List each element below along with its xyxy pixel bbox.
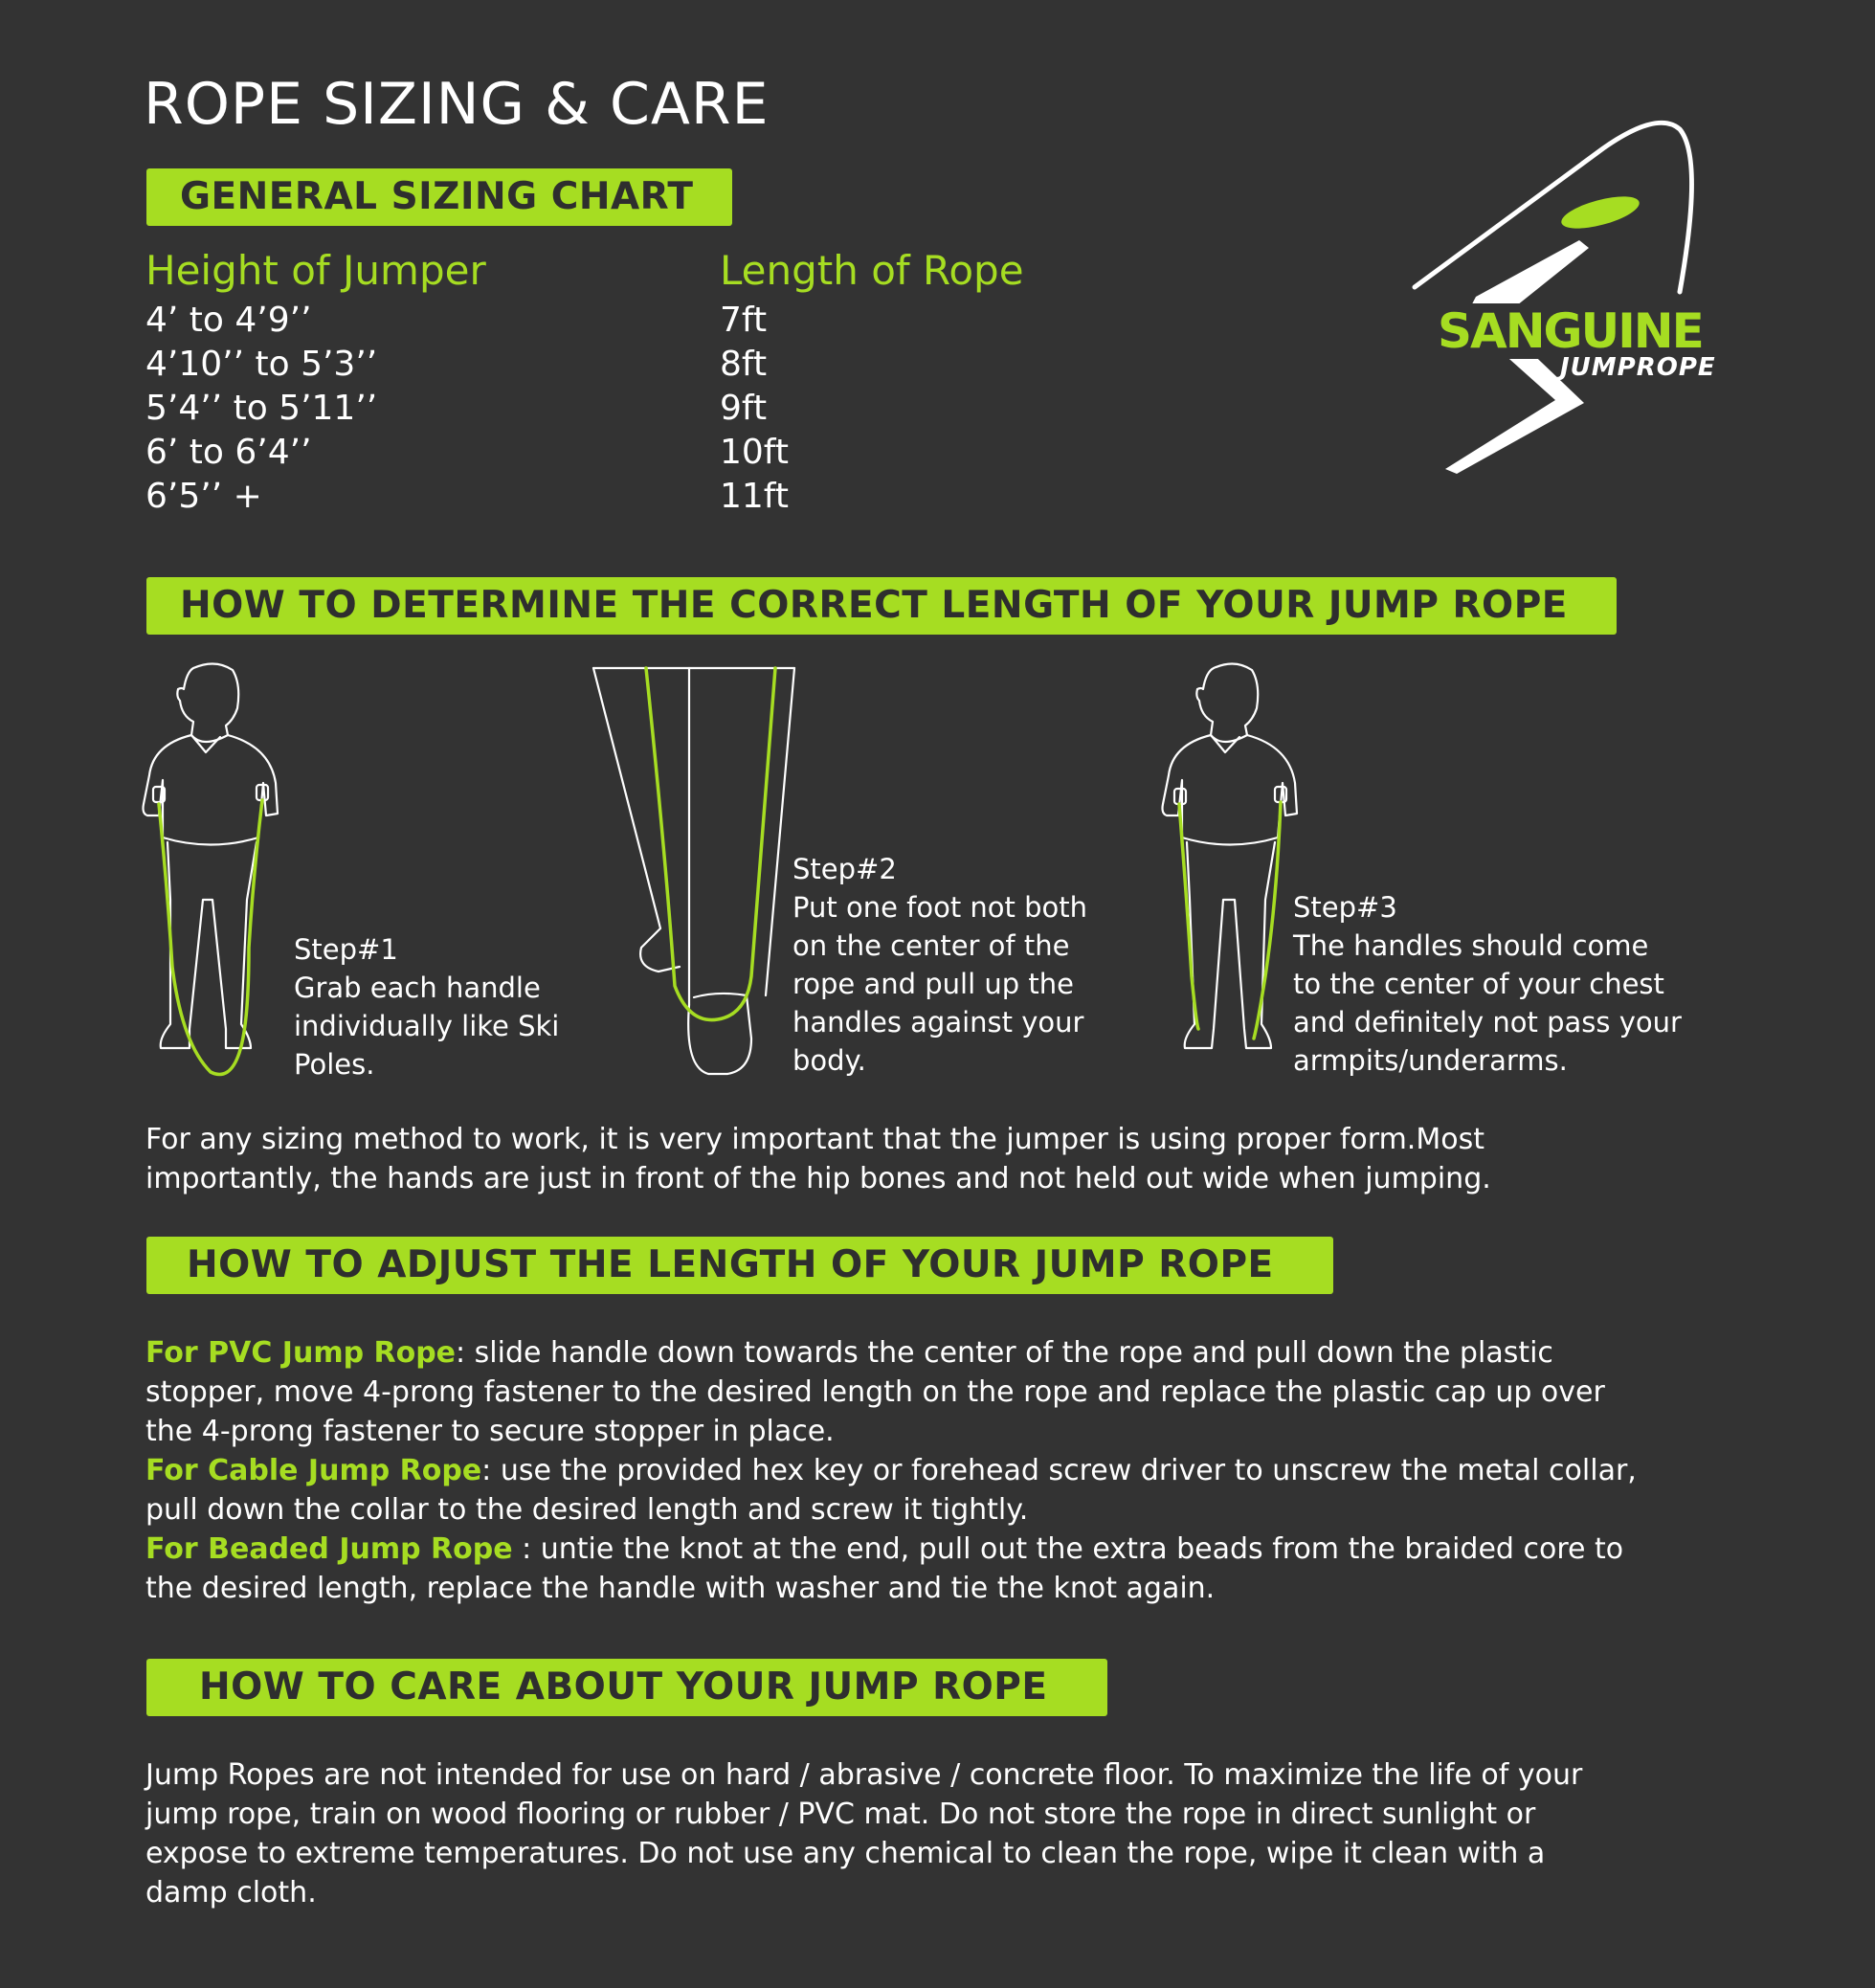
- form-note-line: importantly, the hands are just in front of the hip bones and not held out wide when jumping.: [145, 1162, 1491, 1195]
- sizing-row-length: 8ft: [720, 345, 768, 384]
- adjust-cable-first-line: [145, 1451, 1792, 1490]
- step2-label: Step#2: [792, 853, 897, 885]
- sizing-row-height: 5’4’’ to 5’11’’: [145, 389, 378, 428]
- step3-text: [1293, 888, 1682, 1080]
- logo-brand: SANGUINE: [1434, 303, 1707, 359]
- step2-text: [792, 850, 1087, 1080]
- adjust-cable-line: pull down the collar to the desired length and screw it tightly.: [145, 1493, 1029, 1527]
- step2-line: body.: [792, 1044, 866, 1077]
- step1-figure-icon: [134, 660, 292, 1091]
- step3-line: to the center of your chest: [1293, 968, 1664, 1000]
- sizing-banner: GENERAL SIZING CHART: [146, 168, 732, 226]
- adjust-pvc-label: For PVC Jump Rope: [145, 1336, 457, 1370]
- step1-line: Poles.: [294, 1048, 375, 1081]
- step3-line: and definitely not pass your: [1293, 1006, 1682, 1039]
- care-line: expose to extreme temperatures. Do not use any chemical to clean the rope, wipe it clean with a: [145, 1837, 1546, 1870]
- col-header-height: Height of Jumper: [145, 247, 486, 294]
- step3-line: armpits/underarms.: [1293, 1044, 1568, 1077]
- care-line: damp cloth.: [145, 1876, 317, 1910]
- step2-line: on the center of the: [792, 929, 1070, 962]
- sizing-row-height: 6’ to 6’4’’: [145, 433, 312, 472]
- adjust-beaded-label: For Beaded Jump Rope: [145, 1532, 513, 1566]
- adjust-beaded-line: the desired length, replace the handle with washer and tie the knot again.: [145, 1572, 1216, 1605]
- col-header-length: Length of Rope: [720, 247, 1024, 294]
- adjust-beaded-sep: :: [512, 1532, 532, 1566]
- form-note: [145, 1120, 1773, 1198]
- step1-line: Grab each handle: [294, 972, 541, 1004]
- sizing-row-length: 9ft: [720, 389, 768, 428]
- adjust-pvc-line: stopper, move 4-prong fastener to the desired length on the rope and replace the plastic cap up over: [145, 1375, 1605, 1409]
- sizing-row-length: 11ft: [720, 477, 789, 516]
- sizing-row-height: 6’5’’ +: [145, 477, 262, 516]
- sizing-row-height: 4’ to 4’9’’: [145, 301, 312, 340]
- logo-swoosh-icon: [1407, 91, 1771, 493]
- brand-logo: [1407, 91, 1771, 493]
- care-text: [145, 1755, 1792, 1912]
- step1-text: [294, 930, 559, 1083]
- care-line: jump rope, train on wood flooring or rubber / PVC mat. Do not store the rope in direct sunlight or: [145, 1798, 1536, 1831]
- logo-sub: JUMPROPE: [1560, 353, 1716, 382]
- step3-line: The handles should come: [1293, 929, 1649, 962]
- adjust-pvc-text: slide handle down towards the center of the rope and pull down the plastic: [465, 1336, 1553, 1370]
- adjust-pvc-first-line: [145, 1333, 1792, 1373]
- adjust-cable-label: For Cable Jump Rope: [145, 1454, 482, 1487]
- care-banner: HOW TO CARE ABOUT YOUR JUMP ROPE: [146, 1659, 1107, 1716]
- step2-line: rope and pull up the: [792, 968, 1074, 1000]
- adjust-beaded-first-line: [145, 1530, 1792, 1569]
- sizing-row-length: 7ft: [720, 301, 768, 340]
- adjust-beaded-text: untie the knot at the end, pull out the extra beads from the braided core to: [531, 1532, 1624, 1566]
- adjust-banner: HOW TO ADJUST THE LENGTH OF YOUR JUMP ROPE: [146, 1237, 1333, 1294]
- care-line: Jump Ropes are not intended for use on hard / abrasive / concrete floor. To maximize the life of your: [145, 1758, 1583, 1792]
- sizing-height-column: [145, 299, 377, 519]
- sizing-row-height: 4’10’’ to 5’3’’: [145, 345, 378, 384]
- sizing-row-length: 10ft: [720, 433, 789, 472]
- adjust-pvc-line: the 4-prong fastener to secure stopper in place.: [145, 1415, 835, 1448]
- adjust-pvc-sep: :: [456, 1336, 466, 1370]
- adjust-cable-sep: :: [481, 1454, 492, 1487]
- step2-figure-icon: [584, 660, 804, 1091]
- form-note-line: For any sizing method to work, it is very important that the jumper is using proper form.Most: [145, 1123, 1484, 1156]
- sizing-length-column: [720, 299, 789, 519]
- adjust-cable-text: use the provided hex key or forehead screw driver to unscrew the metal collar,: [491, 1454, 1637, 1487]
- page-title: ROPE SIZING & CARE: [144, 71, 770, 138]
- step2-line: Put one foot not both: [792, 891, 1088, 924]
- adjust-instructions: [145, 1333, 1792, 1608]
- determine-banner: HOW TO DETERMINE THE CORRECT LENGTH OF YOUR JUMP ROPE: [146, 577, 1617, 635]
- step3-figure-icon: [1158, 660, 1311, 1091]
- step3-label: Step#3: [1293, 891, 1397, 924]
- step1-line: individually like Ski: [294, 1010, 560, 1042]
- step2-line: handles against your: [792, 1006, 1084, 1039]
- step1-label: Step#1: [294, 933, 398, 966]
